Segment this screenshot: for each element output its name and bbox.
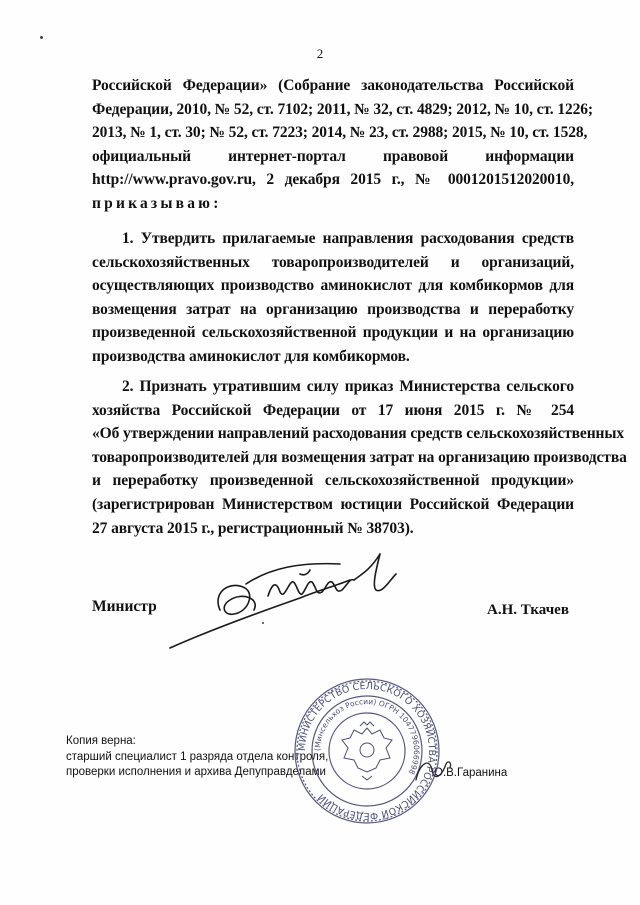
scan-speck: [40, 36, 43, 39]
page-number: 2: [316, 46, 324, 61]
order-word: приказываю:: [92, 194, 222, 212]
certifier-signature: [412, 752, 456, 788]
stamp-outer-text: МИНИСТЕРСТВО СЕЛЬСКОГО ХОЗЯЙСТВА РОССИЙСКОЙ ФЕДЕРАЦИИ: [296, 680, 438, 822]
text-line: хозяйства Российской Федерации от 17 июня 2015 г. № 254: [92, 401, 574, 419]
clause-2: [92, 375, 627, 540]
copy-certification: [66, 734, 328, 781]
signatory-name: А.Н. Ткачев: [487, 602, 569, 618]
text-line: официальный интернет-портал правовой информации: [92, 147, 574, 165]
text-line: 2013, № 1, ст. 30; № 52, ст. 7223; 2014, № 23, ст. 2988; 2015, № 10, ст. 1528,: [92, 124, 588, 142]
clause-1: [92, 227, 574, 369]
text-line: 2. Признать утратившим силу приказ Министерства сельского: [122, 378, 574, 395]
intro-paragraph: [92, 74, 593, 216]
coat-of-arms-icon: [342, 722, 392, 780]
text-line: 1. Утвердить прилагаемые направления расходования средств: [122, 230, 574, 247]
text-line: 27 августа 2015 г., регистрационный № 38703).: [92, 519, 414, 537]
stamp-inner-text: (Минсельхоз России) ОГРН 1047796066998: [312, 696, 422, 776]
text-line: возмещения затрат на организацию производства и переработку: [92, 300, 574, 318]
text-line: Федерации, 2010, № 52, ст. 7102; 2011, № 32, ст. 4829; 2012, № 10, ст. 1226;: [92, 100, 593, 118]
text-line: осуществляющих производство аминокислот для комбикормов для: [92, 277, 574, 295]
text-line: товаропроизводителей для возмещения затрат на организацию производства: [92, 448, 627, 466]
scan-speck: [262, 622, 264, 624]
copy-line: проверки исполнения и архива Депуправделами: [66, 766, 326, 778]
copy-line: старший специалист 1 разряда отдела контроля,: [66, 750, 329, 763]
text-line: http://www.pravo.gov.ru, 2 декабря 2015 г., № 0001201512020010,: [92, 171, 574, 189]
handwritten-signature: [150, 540, 450, 660]
text-line: (зарегистрирован Министерством юстиции Российской Федерации: [92, 495, 574, 513]
official-seal-stamp: [292, 676, 442, 826]
text-line: сельскохозяйственных товаропроизводителей и организаций,: [92, 253, 574, 271]
text-line: производства аминокислот для комбикормов.: [92, 347, 410, 365]
text-line: Российской Федерации» (Собрание законодательства Российской: [92, 77, 574, 94]
svg-text:(Минсельхоз России) ОГРН 10477: [313, 697, 421, 776]
copy-line: Копия верна:: [66, 735, 136, 747]
text-line: «Об утверждении направлений расходования средств сельскохозяйственных: [92, 425, 625, 443]
text-line: и переработку произведенной сельскохозяйственной продукции»: [92, 472, 574, 490]
signatory-position: Министр: [92, 598, 157, 615]
text-line: произведенной сельскохозяйственной продукции и на организацию: [92, 324, 574, 342]
certifier-name: О.В.Гаранина: [434, 767, 508, 779]
